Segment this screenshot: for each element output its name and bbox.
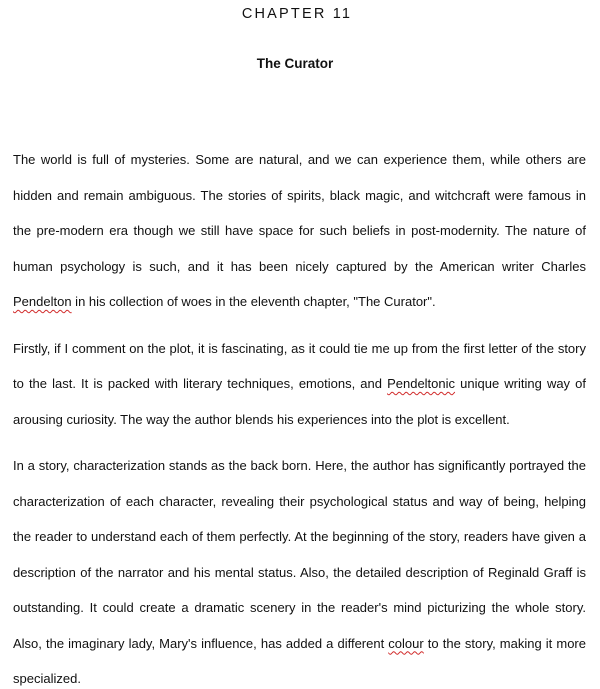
paragraph-text: In a story, characterization stands as the back born. Here, the author has significantly portrayed the characterization of each character, revealing their psychological status and way of being, helping the reader to understand each of them perfectly. At the beginning of the story, readers have given a description of the narrator and his mental status. Also, the detailed description of Reginald Graff is outstanding. It could create a dramatic scenery in the reader's mind picturizing the whole story. Also, the imaginary lady, Mary's influence, has added a different	[13, 458, 586, 651]
spellcheck-flagged-word[interactable]: Pendelton	[13, 294, 72, 309]
paragraph-3	[13, 448, 586, 689]
spellcheck-flagged-word[interactable]: colour	[388, 635, 424, 651]
paragraph-text: in his collection of woes in the eleventh chapter, "The Curator".	[71, 294, 436, 309]
body-text	[13, 142, 586, 689]
paragraph-text: Firstly, if I comment on the plot, it is fascinating, as it could tie me up from the first letter of the story to the last. It is packed with literary techniques, emotions, and	[13, 340, 586, 391]
spellcheck-flagged-word[interactable]: Pendeltonic	[387, 376, 456, 391]
paragraph-2	[13, 331, 586, 438]
chapter-title: The Curator	[256, 56, 334, 71]
chapter-heading: CHAPTER 11	[241, 6, 353, 22]
paragraph-text: The world is full of mysteries. Some are natural, and we can experience them, while others are hidden and remain ambiguous. The stories of spirits, black magic, and witchcraft were famous in the pre-modern era though we still have space for such beliefs in post-modernity. The nature of human psychology is such, and it has been nicely captured by the American writer Charles	[13, 152, 586, 274]
paragraph-text: to the story, making it more specialized.	[13, 635, 586, 686]
paragraph-text: unique writing way of arousing curiosity. The way the author blends his experiences into the plot is excellent.	[13, 376, 587, 427]
paragraph-1	[13, 142, 586, 320]
